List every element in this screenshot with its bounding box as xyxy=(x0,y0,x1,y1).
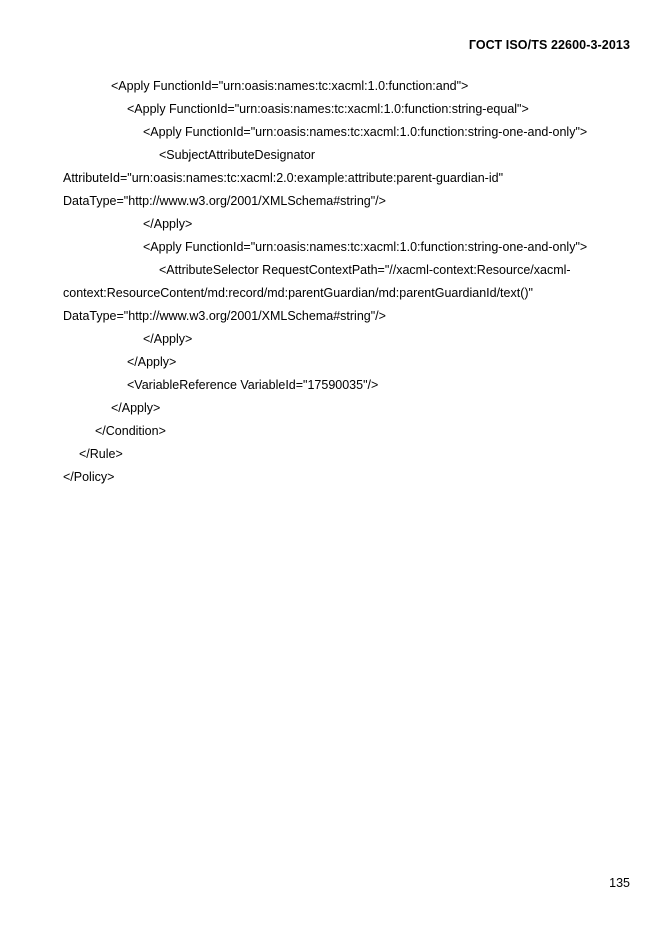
code-line: DataType="http://www.w3.org/2001/XMLSchema#string"/> xyxy=(63,194,386,208)
code-line: </Apply> xyxy=(111,401,161,415)
code-line: </Condition> xyxy=(95,424,166,438)
code-line: AttributeId="urn:oasis:names:tc:xacml:2.0:example:attribute:parent-guardian-id" xyxy=(63,171,504,185)
code-line: <Apply FunctionId="urn:oasis:names:tc:xacml:1.0:function:string-one-and-only"> xyxy=(143,240,588,254)
code-line: </Policy> xyxy=(63,470,115,484)
xml-code-listing xyxy=(63,78,643,492)
code-line: <Apply FunctionId="urn:oasis:names:tc:xacml:1.0:function:and"> xyxy=(111,79,469,93)
standard-header: ГОСТ ISO/TS 22600-3-2013 xyxy=(468,38,630,52)
code-line: </Apply> xyxy=(143,217,193,231)
code-line: <VariableReference VariableId="17590035"/> xyxy=(127,378,379,392)
code-line: context:ResourceContent/md:record/md:parentGuardian/md:parentGuardianId/text()" xyxy=(63,286,533,300)
code-line: </Apply> xyxy=(127,355,177,369)
code-line: <SubjectAttributeDesignator xyxy=(159,148,315,162)
code-line: DataType="http://www.w3.org/2001/XMLSchema#string"/> xyxy=(63,309,386,323)
code-line: </Apply> xyxy=(143,332,193,346)
code-line: <AttributeSelector RequestContextPath="//xacml-context:Resource/xacml- xyxy=(159,263,571,277)
code-line: <Apply FunctionId="urn:oasis:names:tc:xacml:1.0:function:string-one-and-only"> xyxy=(143,125,588,139)
code-line: </Rule> xyxy=(79,447,123,461)
code-line: <Apply FunctionId="urn:oasis:names:tc:xacml:1.0:function:string-equal"> xyxy=(127,102,529,116)
page-number: 135 xyxy=(609,876,630,890)
